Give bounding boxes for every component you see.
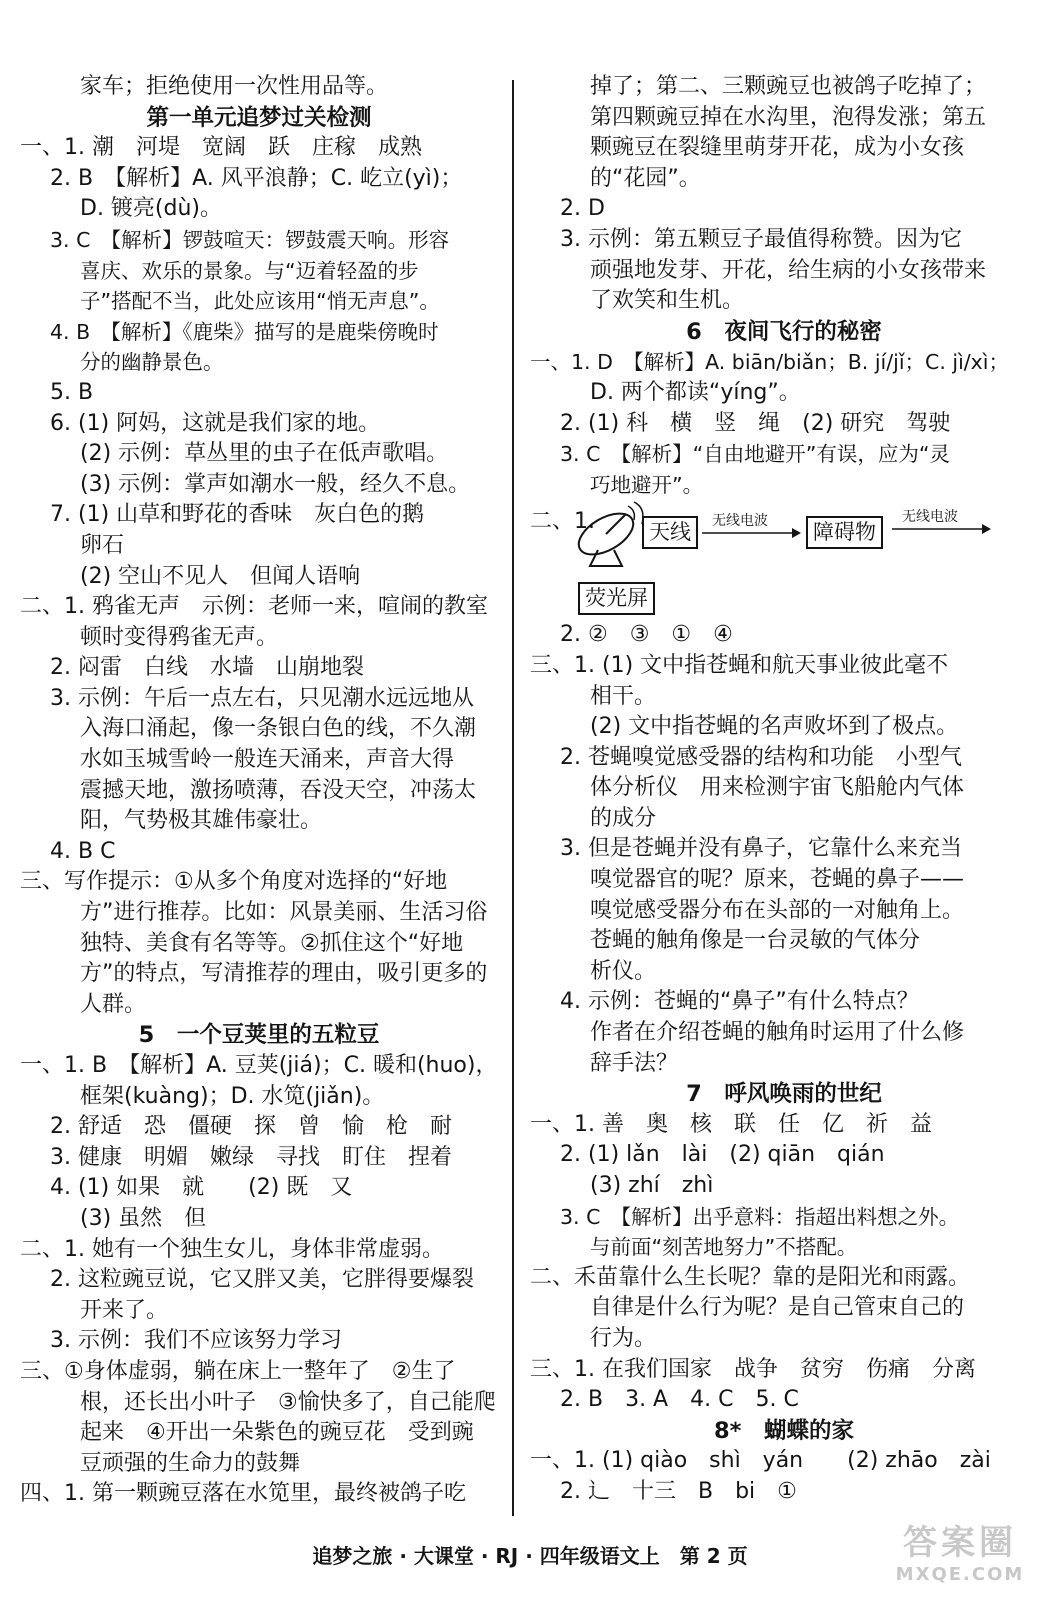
answer-line: 的成分 <box>590 805 657 831</box>
answer-line: (3) zhí zhì <box>590 1173 714 1198</box>
answer-line: 方”进行推荐。比如：风景美丽、生活习俗 <box>80 900 488 926</box>
answer-line: 一、1. 善 奥 核 联 任 亿 祈 益 <box>530 1111 932 1137</box>
answer-line: 2. ② ③ ① ④ <box>560 622 733 648</box>
answer-line: 作者在介绍苍蝇的触角时运用了什么修 <box>590 1020 965 1046</box>
answer-line: 2. D <box>560 196 605 222</box>
answer-line: 3. 示例：第五颗豆子最值得称赞。因为它 <box>560 226 962 252</box>
answer-line: 苍蝇的触角像是一台灵敏的气体分 <box>590 928 921 954</box>
answer-line: 顽强地发芽、开花，给生病的小女孩带来 <box>590 257 987 283</box>
answer-line: (2) 空山不见人 但闻人语响 <box>80 563 361 589</box>
answer-line: 豆顽强的生命力的鼓舞 <box>80 1450 301 1476</box>
answer-line: 行为。 <box>590 1325 657 1351</box>
answer-line: 2. (1) 科 横 竖 绳 (2) 研究 驾驶 <box>560 410 951 436</box>
answer-line: 四、1. 第一颗豌豆落在水笕里，最终被鸽子吃 <box>20 1481 466 1507</box>
answer-line: 2. (1) lǎn lài (2) qiān qián <box>560 1142 885 1168</box>
answer-line: 子”搭配不当，此处应该用“悄无声息”。 <box>80 289 440 314</box>
answer-line: (2) 示例：草丛里的虫子在低声歌唱。 <box>80 441 449 467</box>
answer-line: 3. 健康 明媚 嫩绿 寻找 盯住 捏着 <box>50 1144 452 1170</box>
answer-line: 卵石 <box>80 532 125 558</box>
answer-line: 巧地避开”。 <box>590 472 704 497</box>
answer-line: 辞手法？ <box>590 1050 679 1076</box>
answer-line: 4. B 【解析】《鹿柴》描写的是鹿柴傍晚时 <box>50 319 439 344</box>
watermark-url: MXQE.COM <box>895 1564 1025 1585</box>
answer-line: 7. (1) 山草和野花的香味 灰白色的鹅 <box>50 502 425 528</box>
diagram-question-number: 二、1. <box>530 509 595 535</box>
answer-line: 二、1. 她有一个独生女儿，身体非常虚弱。 <box>20 1236 444 1262</box>
answer-line: 4. (1) 如果 就 (2) 既 又 <box>50 1175 353 1201</box>
answer-line: 2. 这粒豌豆说，它又胖又美，它胖得要爆裂 <box>50 1267 474 1293</box>
answer-line: 相干。 <box>590 683 657 709</box>
left-column <box>20 72 498 1510</box>
right-column-bottom <box>530 620 1038 1507</box>
answer-line: 一、1. 潮 河堤 宽阔 跃 庄稼 成熟 <box>20 135 422 161</box>
answer-line: 3. C 【解析】出乎意料：指超出料想之外。 <box>560 1204 960 1229</box>
arrow-label-1: 无线电波 <box>712 513 768 530</box>
answer-line: 家车；拒绝使用一次性用品等。 <box>80 74 389 99</box>
answer-line: 框架(kuàng)；D. 水笕(jiǎn)。 <box>80 1083 385 1109</box>
answer-line: 体分析仪 用来检测宇宙飞船舱内气体 <box>590 775 965 801</box>
answer-line: 二、1. 鸦雀无声 示例：老师一来，喧闹的教室 <box>20 594 488 620</box>
section-heading: 5 一个豆荚里的五粒豆 <box>138 1022 380 1049</box>
answer-line: 阳，气势极其雄伟豪壮。 <box>80 808 323 834</box>
answer-line: (2) 文中指苍蝇的名声败坏到了极点。 <box>590 714 959 740</box>
answer-line: 一、1. (1) qiào shì yán (2) zhāo zài <box>530 1448 991 1474</box>
answer-line: 独特、美食有名等等。②抓住这个“好地 <box>80 930 464 956</box>
answer-line: 2. 闷雷 白线 水墙 山崩地裂 <box>50 655 364 681</box>
answer-line: 掉了；第二、三颗豌豆也被鸽子吃掉了； <box>590 74 987 99</box>
answer-line: 起来 ④开出一朵紫色的豌豆花 受到豌 <box>80 1420 474 1446</box>
section-heading: 第一单元追梦过关检测 <box>146 104 372 131</box>
answer-line: 人群。 <box>80 991 147 1017</box>
answer-line: 根，还长出小叶子 ③愉快多了，自己能爬 <box>80 1389 496 1415</box>
answer-line: (3) 虽然 但 <box>80 1205 207 1231</box>
answer-line: 顿时变得鸦雀无声。 <box>80 624 279 650</box>
answer-line: 3. 但是苍蝇并没有鼻子，它靠什么来充当 <box>560 836 962 862</box>
answer-line: 6. (1) 阿妈，这就是我们家的地。 <box>50 410 381 436</box>
answer-line: 3. C 【解析】锣鼓喧天：锣鼓震天响。形容 <box>50 227 450 252</box>
obstacle-box: 障碍物 <box>806 516 883 549</box>
answer-line: 3. C 【解析】“自由地避开”有误，应为“灵 <box>560 442 950 467</box>
answer-line: 2. 辶 十三 B bi ① <box>560 1478 797 1504</box>
answer-line: D. 镀亮(dù)。 <box>80 196 223 222</box>
answer-line: 震撼天地，激扬喷薄，吞没天空，冲荡太 <box>80 777 477 803</box>
answer-line: 2. 苍蝇嗅觉感受器的结构和功能 小型气 <box>560 744 962 770</box>
column-divider <box>512 80 514 1516</box>
answer-line: 3. 示例：午后一点左右，只见潮水远远地从 <box>50 685 474 711</box>
screen-box: 荧光屏 <box>578 582 655 615</box>
answer-line: 喜庆、欢乐的景象。与“迈着轻盈的步 <box>80 258 419 283</box>
answer-line: 三、写作提示：①从多个角度对选择的“好地 <box>20 869 448 895</box>
answer-line: 2. 舒适 恐 僵硬 探 曾 愉 枪 耐 <box>50 1114 452 1140</box>
answer-line: 入海口涌起，像一条银白色的线，不久潮 <box>80 716 477 742</box>
answer-line: 一、1. D 【解析】A. biān/biǎn；B. jí/jǐ；C. jì/xì； <box>530 350 1009 375</box>
answer-line: 3. 示例：我们不应该努力学习 <box>50 1328 342 1354</box>
signal-diagram <box>530 500 1038 620</box>
answer-line: 嗅觉感受器分布在头部的一对触角上。 <box>590 897 965 923</box>
answer-line: 4. 示例：苍蝇的“鼻子”有什么特点？ <box>560 989 919 1015</box>
answer-line: 2. B 3. A 4. C 5. C <box>560 1387 799 1413</box>
arrow-right-icon <box>892 522 992 536</box>
section-heading: 6 夜间飞行的秘密 <box>686 318 882 345</box>
answer-line: D. 两个都读“yíng”。 <box>590 379 801 405</box>
page-footer: 追梦之旅 · 大课堂 · RJ · 四年级语文上 第 2 页 <box>312 1544 748 1568</box>
answer-line: 了欢笑和生机。 <box>590 288 745 314</box>
answer-line: 颗豌豆在裂缝里萌芽开花，成为小女孩 <box>590 135 965 161</box>
section-heading: 7 呼风唤雨的世纪 <box>686 1081 882 1108</box>
answer-line: 析仪。 <box>590 958 657 984</box>
answer-line: 方”的特点，写清推荐的理由，吸引更多的 <box>80 961 488 987</box>
answer-line: 二、禾苗靠什么生长呢？靠的是阳光和雨露。 <box>530 1264 971 1290</box>
arrow-label-2: 无线电波 <box>902 509 958 526</box>
answer-line: 一、1. B 【解析】A. 豆荚(jiá)；C. 暖和(huo)， <box>20 1053 498 1078</box>
arrow-right-icon <box>702 526 802 540</box>
watermark-text: 答案圈 <box>903 1523 1017 1563</box>
answer-line: (3) 示例：掌声如潮水一般，经久不息。 <box>80 471 471 497</box>
answer-line: 4. B C <box>50 838 116 864</box>
answer-line: 三、1. (1) 文中指苍蝇和航天事业彼此毫不 <box>530 652 949 678</box>
watermark-logo <box>880 1515 1040 1595</box>
answer-line: 水如玉城雪岭一般连天涌来，声音大得 <box>80 747 455 773</box>
answer-line: 开来了。 <box>80 1297 169 1323</box>
answer-line: 三、①身体虚弱，躺在床上一整年了 ②生了 <box>20 1358 456 1384</box>
answer-line: 2. B 【解析】A. 风平浪静；C. 屹立(yì)； <box>50 165 463 191</box>
answer-line: 分的幽静景色。 <box>80 350 224 375</box>
answer-line: 第四颗豌豆掉在水沟里，泡得发涨；第五 <box>590 104 987 130</box>
answer-line: 的“花园”。 <box>590 165 701 191</box>
answer-line: 嗅觉器官的呢？原来，苍蝇的鼻子—— <box>590 867 965 893</box>
right-column-top <box>530 72 1038 500</box>
answer-line: 三、1. 在我们国家 战争 贫穷 伤痛 分离 <box>530 1356 976 1382</box>
section-heading: 8* 蝴蝶的家 <box>714 1417 854 1444</box>
answer-line: 5. B <box>50 379 94 405</box>
answer-line: 与前面“刻苦地努力”不搭配。 <box>590 1235 858 1260</box>
answer-line: 自律是什么行为呢？是自己管束自己的 <box>590 1295 965 1321</box>
right-column <box>530 72 1038 1508</box>
antenna-box: 天线 <box>642 516 698 549</box>
